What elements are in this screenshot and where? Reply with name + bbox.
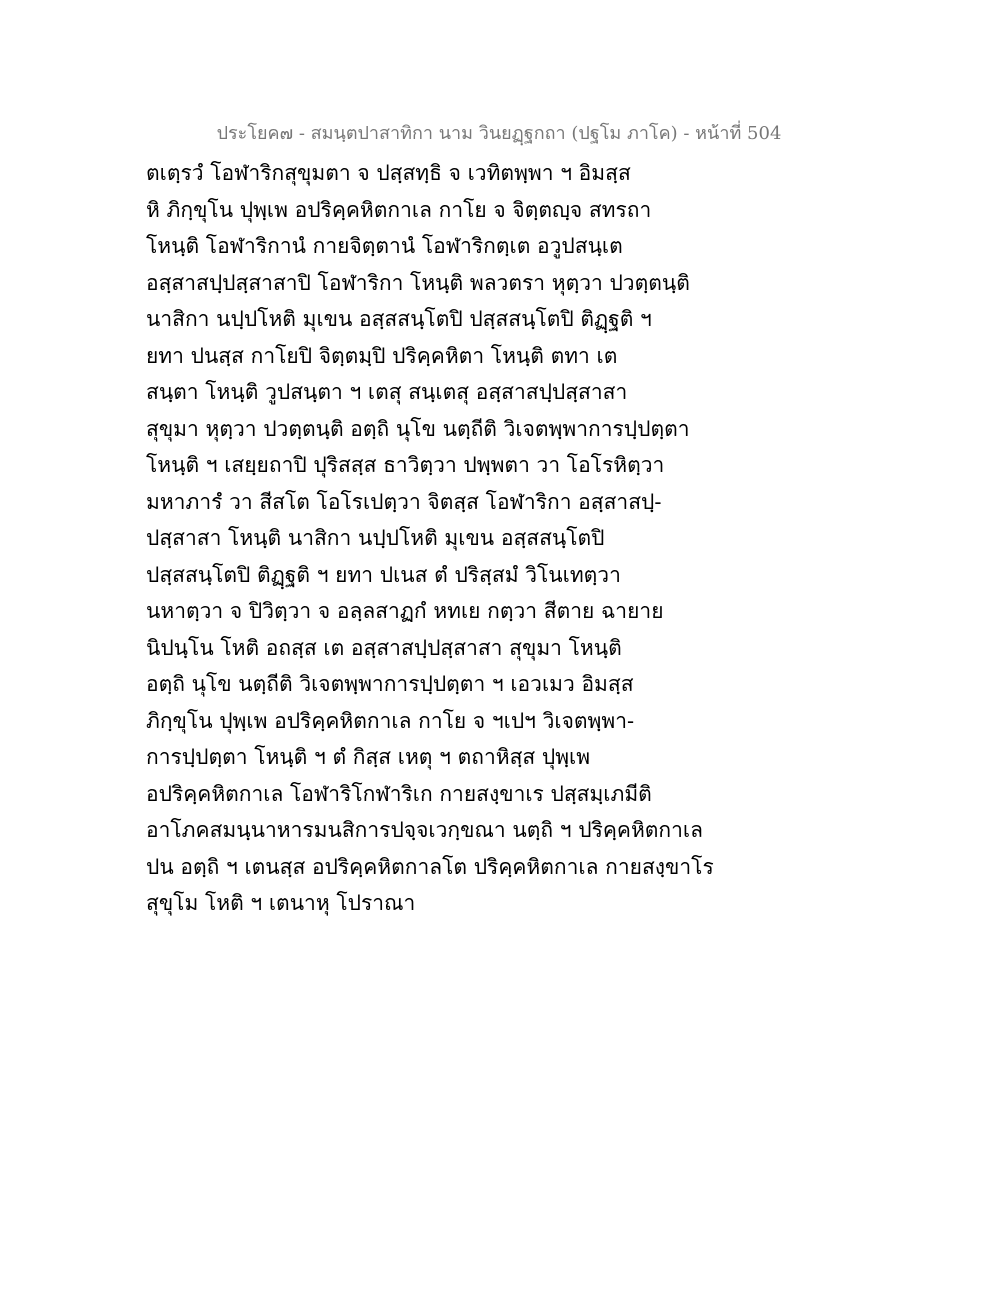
text-line-8: สุขุมา หุตฺวา ปวตฺตนฺติ อตฺถิ นุโข นตฺถีติ วิเจตพฺพาการปฺปตฺตา (146, 416, 690, 441)
page-header (0, 120, 1000, 148)
text-line-9: โหนฺติ ฯ เสยฺยถาปิ ปุริสสฺส ธาวิตฺวา ปพฺพตา วา โอโรหิตฺวา (146, 453, 665, 477)
text-line-7: สนฺตา โหนฺติ วูปสนฺตา ฯ เตสุ สนฺเตสุ อสฺสาสปฺปสฺสาสา (146, 380, 628, 404)
text-line-17: การปฺปตฺตา โหนฺติ ฯ ตํ กิสฺส เหตุ ฯ ตถาหิสฺส ปุพฺเพ (146, 745, 591, 769)
text-line-3: โหนฺติ โอฬาริกานํ กายจิตฺตานํ โอฬาริกตฺเต อวูปสนฺเต (146, 234, 623, 258)
text-line-15: อตฺถิ นุโข นตฺถีติ วิเจตพฺพาการปฺปตฺตา ฯ เอวเมว อิมสฺส (146, 672, 634, 696)
text-line-21: สุขุโม โหติ ฯ เตนาหุ โปราณา (146, 891, 416, 915)
text-line-14: นิปนฺโน โหติ อถสฺส เต อสฺสาสปฺปสฺสาสา สุขุมา โหนฺติ (146, 635, 622, 660)
text-line-2: หิ ภิกฺขุโน ปุพฺเพ อปริคฺคหิตกาเล กาโย จ จิตฺตญฺจ สทรถา (146, 197, 652, 222)
text-line-10: มหาภารํ วา สีสโต โอโรเปตฺวา จิตสฺส โอฬาริกา อสฺสาสปฺ- (146, 489, 662, 514)
text-line-12: ปสฺสสนฺโตปิ ติฏฺฐติ ฯ ยทา ปเนส ตํ ปริสฺสมํ วิโนเทตฺวา (146, 562, 621, 587)
text-line-18: อปริคฺคหิตกาเล โอฬาริโกฬาริเก กายสงฺขาเร ปสฺสมฺเภมีติ (146, 781, 652, 806)
text-line-13: นหาตฺวา จ ปิวิตฺวา จ อลฺลสาฏกํ หทเย กตฺวา สีตาย ฉายาย (146, 599, 664, 623)
text-line-16: ภิกฺขุโน ปุพฺเพ อปริคฺคหิตกาเล กาโย จ ฯเปฯ วิเจตพฺพา- (146, 708, 635, 733)
text-line-11: ปสฺสาสา โหนฺติ นาสิกา นปฺปโหติ มุเขน อสฺสสนฺโตปิ (146, 526, 605, 550)
text-line-1: ตเตฺรวํ โอฬาริกสุขุมตา จ ปสฺสทฺธิ จ เวทิตพฺพา ฯ อิมสฺส (146, 161, 631, 185)
body-text (146, 155, 714, 922)
text-line-5: นาสิกา นปฺปโหติ มุเขน อสฺสสนฺโตปิ ปสฺสสนฺโตปิ ติฏฺฐติ ฯ (146, 307, 652, 331)
text-line-19: อาโภคสมนฺนาหารมนสิการปจฺจเวกฺขณา นตฺถิ ฯ ปริคฺคหิตกาเล (146, 818, 703, 842)
text-line-20: ปน อตฺถิ ฯ เตนสฺส อปริคฺคหิตกาลโต ปริคฺคหิตกาเล กายสงฺขาโร (146, 854, 714, 879)
text-line-6: ยทา ปนสฺส กาโยปิ จิตฺตมฺปิ ปริคฺคหิตา โหนฺติ ตทา เต (146, 343, 618, 368)
page-header-text: ประโยค๗ - สมนฺตปาสาทิกา นาม วินยฏฺฐกถา (ปฐโม ภาโค) - หน้าที่ 504 (216, 123, 782, 144)
text-line-4: อสฺสาสปฺปสฺสาสาปิ โอฬาริกา โหนฺติ พลวตรา หุตฺวา ปวตฺตนฺติ (146, 270, 690, 295)
